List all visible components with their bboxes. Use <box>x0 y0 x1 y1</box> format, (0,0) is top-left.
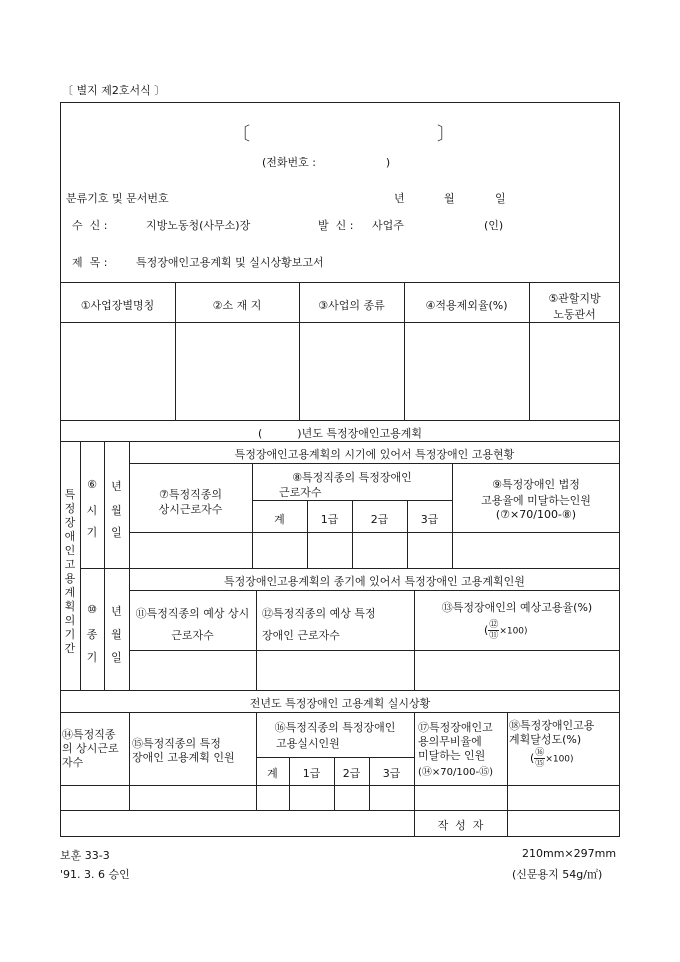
end-char-1: 종 <box>86 628 98 641</box>
rule <box>60 785 620 786</box>
form-label: 〔 별지 제2호서식 〕 <box>62 84 166 97</box>
col9-line2: 고용율에 미달하는인원 <box>481 494 591 507</box>
col7-line1: ⑦특정직종의 <box>159 488 222 501</box>
plan-period-label: 특정장애인고용계획의 기간 <box>64 488 76 655</box>
col8-line2: 근로자수 <box>279 486 322 499</box>
doc-number-label: 분류기호 및 문서번호 <box>66 192 169 205</box>
rule <box>60 810 620 811</box>
subject-label: 제 목 : <box>72 256 108 269</box>
formula-tail: ×100) <box>545 754 574 765</box>
rule <box>129 712 130 810</box>
rule <box>129 532 620 533</box>
col18-line1: ⑱특정장애인고용 <box>509 719 595 732</box>
col-labor-office-line1: ⑤관할지방 <box>548 292 601 305</box>
grade-2: 2급 <box>370 513 389 526</box>
col14-line1: ⑭특정직종 <box>62 728 116 741</box>
col17-line3: 미달하는 인원 <box>418 749 486 762</box>
rule <box>129 590 620 591</box>
rule <box>60 282 620 283</box>
address-bracket-left: 〔 <box>232 124 250 145</box>
seal-mark: (인) <box>484 219 504 232</box>
col14-line2: 의 상시근로 <box>62 742 119 755</box>
col17-line2: 용의무비율에 <box>418 735 482 748</box>
rule <box>60 322 620 323</box>
rule <box>256 590 257 690</box>
col12-line1: ⑫특정직종의 예상 특정 <box>262 607 376 620</box>
paper-size: 210mm×297mm <box>522 847 617 860</box>
rule <box>129 463 620 464</box>
start-char-1: 시 <box>86 504 98 517</box>
rule <box>60 712 620 713</box>
start-number: ⑥ <box>87 478 97 491</box>
grade-1: 1급 <box>320 513 339 526</box>
col18-formula <box>530 748 574 769</box>
col-exclusion-rate: ④적용제외율(%) <box>425 299 508 312</box>
col15-line1: ⑮특정직종의 특정 <box>132 737 221 750</box>
plan-title: ( )년도 특정장애인고용계획 <box>258 427 422 440</box>
address-bracket-right: 〕 <box>437 124 455 145</box>
col-location: ②소 재 지 <box>212 299 262 312</box>
col9-line1: ⑨특정장애인 법정 <box>492 478 580 491</box>
prev-grade-2: 2급 <box>342 767 361 780</box>
rule <box>129 441 130 690</box>
sender-value: 사업주 <box>372 219 404 232</box>
subject-value: 특정장애인고용계획 및 실시상황보고서 <box>136 256 324 269</box>
prev-grade-1: 1급 <box>302 767 321 780</box>
col7-line2: 상시근로자수 <box>158 503 223 516</box>
fraction-denominator: ⑮ <box>535 759 545 769</box>
col14-line3: 자수 <box>62 756 84 769</box>
date-day: 일 <box>495 192 506 205</box>
rule <box>60 420 620 421</box>
approval-date: '91. 3. 6 승인 <box>60 868 130 881</box>
rule <box>80 568 620 569</box>
rule <box>256 757 414 758</box>
form-code: 보훈 33-3 <box>60 849 110 862</box>
formula-open: ( <box>530 751 535 765</box>
col12-line2: 장애인 근로자수 <box>262 629 340 642</box>
prev-grade-3: 3급 <box>382 767 401 780</box>
fraction-numerator: ⑯ <box>535 748 545 758</box>
recipient-label: 수 신 : <box>72 219 108 232</box>
recipient-value: 지방노동청(사무소)장 <box>146 219 251 232</box>
rule <box>507 712 508 837</box>
prev-grade-total: 계 <box>267 767 278 780</box>
col-labor-office-line2: 노동관서 <box>553 308 596 321</box>
col11-line2: 근로자수 <box>171 629 214 642</box>
prev-section-title: 전년도 특정장애인 고용계획 실시상황 <box>249 697 431 710</box>
col18-line2: 계획달성도(%) <box>509 733 582 746</box>
grade-total: 계 <box>274 513 285 526</box>
formula-tail: ×100) <box>499 626 528 637</box>
col16-line1: ⑯특정직종의 특정장애인 <box>274 721 396 734</box>
col8-line1: ⑧특정직종의 특정장애인 <box>292 471 412 484</box>
sender-label: 발 신 : <box>318 219 354 232</box>
fraction-denominator: ⑪ <box>489 631 499 641</box>
formula-open: ( <box>484 623 489 637</box>
start-day: 일 <box>111 526 122 539</box>
date-month: 월 <box>444 192 455 205</box>
start-char-2: 기 <box>86 526 98 539</box>
phone-number: (전화번호 : ) <box>262 156 391 169</box>
grade-3: 3급 <box>420 513 439 526</box>
end-number: ⑩ <box>87 603 97 616</box>
col13-label: ⑬특정장애인의 예상고용율(%) <box>441 601 593 614</box>
col15-line2: 장애인 고용계획 인원 <box>132 751 235 764</box>
col-business-name: ①사업장별명칭 <box>80 299 155 312</box>
rule <box>60 441 620 442</box>
rule <box>129 650 620 651</box>
start-section-title: 특정장애인고용계획의 시기에 있어서 특정장애인 고용현황 <box>234 448 515 461</box>
end-year: 년 <box>111 605 122 618</box>
end-day: 일 <box>111 651 122 664</box>
start-month: 월 <box>111 504 122 517</box>
end-month: 월 <box>111 628 122 641</box>
author-label: 작 성 자 <box>437 819 484 832</box>
end-section-title: 특정장애인고용계획의 종기에 있어서 특정장애인 고용계획인원 <box>224 575 525 588</box>
col9-formula: (⑦×70/100-⑧) <box>495 508 577 521</box>
fraction-numerator: ⑫ <box>489 620 499 630</box>
col-business-type: ③사업의 종류 <box>318 299 385 312</box>
fraction <box>488 620 499 641</box>
col17-formula: (⑭×70/100-⑮) <box>418 767 493 778</box>
col11-line1: ⑪특정직종의 예상 상시 <box>135 607 250 620</box>
col13-formula <box>484 620 528 641</box>
fraction <box>534 748 545 769</box>
start-year: 년 <box>111 480 122 493</box>
date-year: 년 <box>394 192 405 205</box>
col17-line1: ⑰특정장애인고 <box>418 721 493 734</box>
col16-line2: 고용실시인원 <box>276 737 340 750</box>
end-char-2: 기 <box>86 651 98 664</box>
paper-type: (신문용지 54g/㎡) <box>512 868 603 881</box>
rule <box>60 690 620 691</box>
